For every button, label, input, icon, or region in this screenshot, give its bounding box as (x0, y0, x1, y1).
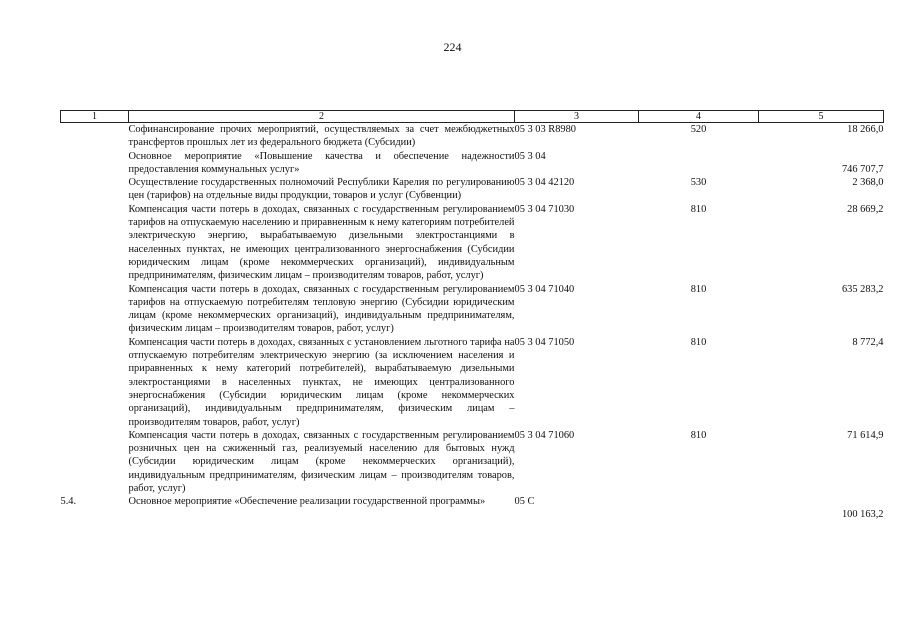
row-number (61, 123, 129, 150)
table-row (61, 123, 884, 150)
row-number (61, 203, 129, 283)
row-expense-type: 810 (690, 336, 707, 348)
row-name: Компенсация части потерь в доходах, связанных с установлением льготного тарифа на отпускаемую потребителям электрическую энергию (за исключением населения и приравненных к нему категорий потребителей), вырабатываемую дизельными электростанциями в населенных пунктах, не имеющих централизованного энергоснабжения (Субсидии юридическим лицам (кроме некоммерческих организаций), индивидуальным предпринимателям, физическим лицам – производителям товаров, работ, услуг) (128, 336, 515, 428)
row-sum: 2 368,0 (852, 177, 884, 189)
row-sum: 28 669,2 (847, 203, 884, 215)
row-sum: 100 163,2 (841, 509, 884, 521)
table-header (61, 111, 884, 123)
row-number (61, 429, 129, 495)
row-sum: 71 614,9 (847, 429, 884, 441)
row-name: Осуществление государственных полномочий Республики Карелия по регулированию цен (тарифов) на отдельные виды продукции, товаров и услуг (Субвенции) (128, 177, 515, 202)
table-body (61, 123, 884, 522)
row-name: Основное мероприятие «Обеспечение реализации государственной программы» (128, 496, 486, 508)
row-number: 5.4. (60, 496, 77, 508)
row-sum: 18 266,0 (847, 124, 884, 135)
table-row (61, 283, 884, 336)
row-name: Компенсация части потерь в доходах, связанных с государственным регулированием тарифов на отпускаемую населению и приравненным к нему категориям потребителей электрическую энергию, вырабатываемую дизельными электростанциями в населенных пунктах, не имеющих централизованного энергоснабжения (Субсидии юридическим лицам (кроме некоммерческих организаций), индивидуальным предпринимателям, физическим лицам – производителям товаров, работ, услуг) (128, 203, 515, 282)
row-number (61, 283, 129, 336)
row-name: Основное мероприятие «Повышение качества и обеспечение надежности предоставления коммунальных услуг» (128, 150, 515, 175)
row-name: Софинансирование прочих мероприятий, осуществляемых за счет межбюджетных трансфертов прошлых лет из федерального бюджета (Субсидии) (128, 124, 515, 149)
row-code: 05 3 04 71060 (514, 429, 575, 441)
row-number (61, 150, 129, 177)
row-code: 05 3 04 71040 (514, 283, 575, 295)
row-sum: 746 707,7 (841, 163, 884, 175)
row-expense-type: 530 (690, 177, 707, 189)
header-col-4: 4 (639, 111, 759, 123)
row-number (61, 336, 129, 429)
row-expense-type (639, 495, 759, 521)
row-expense-type: 520 (690, 124, 707, 135)
row-code: 05 3 04 42120 (514, 177, 575, 189)
row-name: Компенсация части потерь в доходах, связанных с государственным регулированием тарифов на отпускаемую потребителям тепловую энергию (Субсидии юридическим лицам (кроме некоммерческих организаций), индивидуальным предпринимателям, физическим лицам – производителям товаров, работ, услуг) (128, 283, 515, 335)
header-col-1: 1 (61, 111, 129, 123)
page-number: 224 (443, 40, 462, 54)
row-code: 05 3 03 R8980 (514, 124, 576, 135)
row-code: 05 3 04 71030 (514, 203, 575, 215)
table-row (61, 495, 884, 521)
row-number (61, 176, 129, 203)
row-sum: 635 283,2 (841, 283, 884, 295)
row-expense-type (639, 150, 759, 177)
header-col-5: 5 (759, 111, 884, 123)
row-expense-type: 810 (690, 203, 707, 215)
row-code: 05 С (514, 496, 535, 508)
budget-table (60, 110, 884, 522)
row-expense-type: 810 (690, 429, 707, 441)
row-sum: 8 772,4 (852, 336, 884, 348)
row-code: 05 3 04 71050 (514, 336, 575, 348)
table-row (61, 203, 884, 283)
row-expense-type: 810 (690, 283, 707, 295)
table-row (61, 429, 884, 495)
header-col-2: 2 (129, 111, 515, 123)
row-code: 05 3 04 (514, 150, 546, 162)
table-row (61, 176, 884, 203)
table-row (61, 150, 884, 177)
header-col-3: 3 (515, 111, 639, 123)
row-name: Компенсация части потерь в доходах, связанных с государственным регулированием розничных цен на сжиженный газ, реализуемый населению для бытовых нужд (Субсидии юридическим лицам (кроме некоммерческих организаций), индивидуальным предпринимателям, физическим лицам – производителям товаров, работ, услуг) (128, 429, 515, 495)
table-row (61, 336, 884, 429)
